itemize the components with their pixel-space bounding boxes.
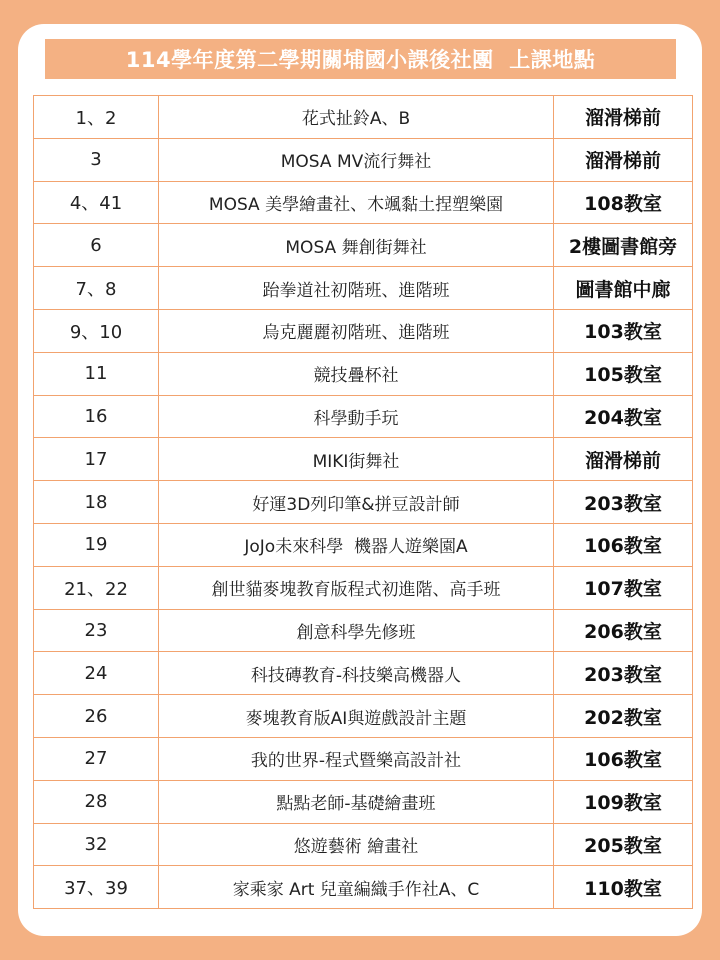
location-cell: 106教室 bbox=[554, 523, 693, 566]
table-row bbox=[34, 609, 693, 652]
club-number-cell: 16 bbox=[34, 395, 159, 438]
table-row bbox=[34, 138, 693, 181]
club-name-cell: 烏克麗麗初階班、進階班 bbox=[159, 309, 554, 352]
table-row bbox=[34, 181, 693, 224]
location-cell: 圖書館中廊 bbox=[554, 267, 693, 310]
table-row bbox=[34, 652, 693, 695]
club-number-cell: 11 bbox=[34, 352, 159, 395]
club-number-cell: 4、41 bbox=[34, 181, 159, 224]
club-location-table bbox=[33, 95, 693, 909]
table-row bbox=[34, 737, 693, 780]
club-name-cell: 我的世界-程式暨樂高設計社 bbox=[159, 737, 554, 780]
club-name-cell: 競技疊杯社 bbox=[159, 352, 554, 395]
location-cell: 205教室 bbox=[554, 823, 693, 866]
table-row bbox=[34, 96, 693, 139]
table-row bbox=[34, 866, 693, 909]
location-cell: 103教室 bbox=[554, 309, 693, 352]
location-cell: 203教室 bbox=[554, 652, 693, 695]
club-name-cell: 悠遊藝術 繪畫社 bbox=[159, 823, 554, 866]
location-cell: 203教室 bbox=[554, 481, 693, 524]
location-cell: 204教室 bbox=[554, 395, 693, 438]
club-number-cell: 7、8 bbox=[34, 267, 159, 310]
table-row bbox=[34, 566, 693, 609]
club-number-cell: 23 bbox=[34, 609, 159, 652]
club-number-cell: 37、39 bbox=[34, 866, 159, 909]
table-row bbox=[34, 224, 693, 267]
club-name-cell: 好運3D列印筆&拼豆設計師 bbox=[159, 481, 554, 524]
club-name-cell: 創意科學先修班 bbox=[159, 609, 554, 652]
club-number-cell: 9、10 bbox=[34, 309, 159, 352]
club-name-cell: JoJo未來科學 機器人遊樂園A bbox=[159, 523, 554, 566]
club-number-cell: 19 bbox=[34, 523, 159, 566]
location-cell: 108教室 bbox=[554, 181, 693, 224]
club-name-cell: MOSA 美學繪畫社、木颯黏土捏塑樂園 bbox=[159, 181, 554, 224]
table-row bbox=[34, 438, 693, 481]
location-cell: 206教室 bbox=[554, 609, 693, 652]
table-row bbox=[34, 395, 693, 438]
table-row bbox=[34, 823, 693, 866]
club-name-cell: 點點老師-基礎繪畫班 bbox=[159, 780, 554, 823]
table-row bbox=[34, 267, 693, 310]
location-cell: 溜滑梯前 bbox=[554, 138, 693, 181]
table-row bbox=[34, 309, 693, 352]
location-cell: 溜滑梯前 bbox=[554, 438, 693, 481]
page-title: 114學年度第二學期關埔國小課後社團 上課地點 bbox=[45, 39, 676, 79]
club-number-cell: 32 bbox=[34, 823, 159, 866]
club-number-cell: 21、22 bbox=[34, 566, 159, 609]
club-number-cell: 6 bbox=[34, 224, 159, 267]
club-number-cell: 17 bbox=[34, 438, 159, 481]
club-name-cell: MOSA 舞創街舞社 bbox=[159, 224, 554, 267]
location-cell: 202教室 bbox=[554, 695, 693, 738]
table-row bbox=[34, 352, 693, 395]
table-row bbox=[34, 695, 693, 738]
club-number-cell: 26 bbox=[34, 695, 159, 738]
club-name-cell: 花式扯鈴A、B bbox=[159, 96, 554, 139]
club-name-cell: MOSA MV流行舞社 bbox=[159, 138, 554, 181]
club-name-cell: 跆拳道社初階班、進階班 bbox=[159, 267, 554, 310]
location-cell: 105教室 bbox=[554, 352, 693, 395]
location-cell: 106教室 bbox=[554, 737, 693, 780]
club-name-cell: 科學動手玩 bbox=[159, 395, 554, 438]
table-row bbox=[34, 523, 693, 566]
club-name-cell: MIKI街舞社 bbox=[159, 438, 554, 481]
location-cell: 109教室 bbox=[554, 780, 693, 823]
club-name-cell: 科技磚教育-科技樂高機器人 bbox=[159, 652, 554, 695]
club-number-cell: 24 bbox=[34, 652, 159, 695]
location-cell: 2樓圖書館旁 bbox=[554, 224, 693, 267]
location-cell: 110教室 bbox=[554, 866, 693, 909]
table-row bbox=[34, 780, 693, 823]
club-name-cell: 麥塊教育版AI與遊戲設計主題 bbox=[159, 695, 554, 738]
club-number-cell: 1、2 bbox=[34, 96, 159, 139]
location-cell: 溜滑梯前 bbox=[554, 96, 693, 139]
club-number-cell: 3 bbox=[34, 138, 159, 181]
club-name-cell: 創世貓麥塊教育版程式初進階、高手班 bbox=[159, 566, 554, 609]
table-row bbox=[34, 481, 693, 524]
club-number-cell: 28 bbox=[34, 780, 159, 823]
location-cell: 107教室 bbox=[554, 566, 693, 609]
club-number-cell: 27 bbox=[34, 737, 159, 780]
club-number-cell: 18 bbox=[34, 481, 159, 524]
club-name-cell: 家乘家 Art 兒童編織手作社A、C bbox=[159, 866, 554, 909]
